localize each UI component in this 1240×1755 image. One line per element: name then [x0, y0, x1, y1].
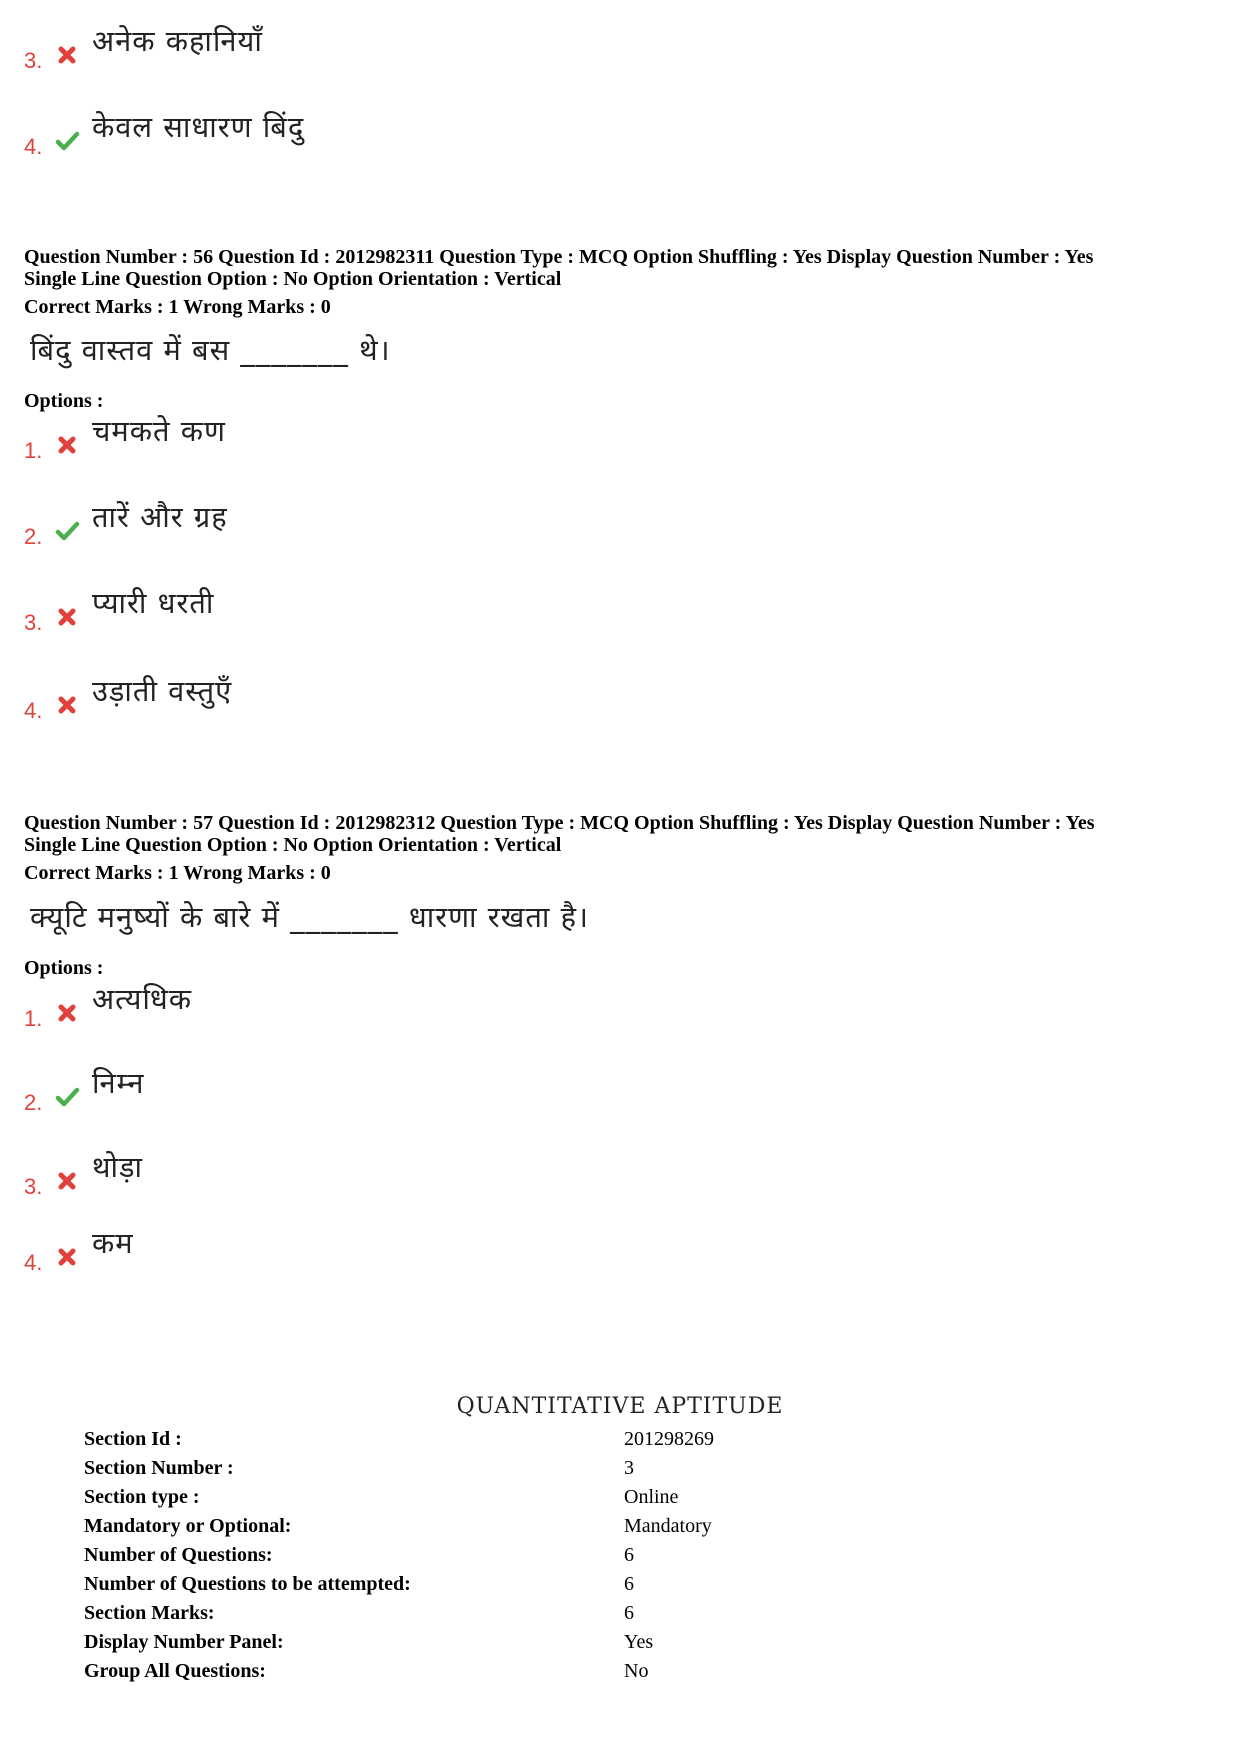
option-text: प्यारी धरती: [92, 586, 215, 620]
section-info-row: [84, 1457, 984, 1486]
section-info-label: Section Marks:: [84, 1602, 215, 1624]
section-info-value: Yes: [624, 1631, 654, 1653]
option-text: अनेक कहानियाँ: [92, 24, 263, 58]
check-icon: [54, 1084, 80, 1110]
option-number: 4.: [24, 698, 43, 723]
option-number: 3.: [24, 48, 43, 73]
question-meta-line: Question Number : 57 Question Id : 2012982312 Question Type : MCQ Option Shuffling : Yes Display Question Number : Yes: [24, 812, 1095, 834]
option-number: 1.: [24, 438, 43, 463]
option-text: कम: [92, 1226, 134, 1260]
section-info-value: Online: [624, 1486, 679, 1508]
option-row: [24, 674, 233, 724]
section-info-label: Section Id :: [84, 1428, 182, 1450]
option-text: निम्न: [92, 1066, 145, 1100]
section-info-value: Mandatory: [624, 1515, 712, 1537]
section-info-row: [84, 1573, 984, 1602]
section-info-label: Number of Questions:: [84, 1544, 273, 1566]
section-info-value: 6: [624, 1573, 634, 1595]
option-text: उड़ाती वस्तुएँ: [92, 674, 233, 708]
option-row: [24, 24, 263, 74]
marks-line: Correct Marks : 1 Wrong Marks : 0: [24, 862, 331, 884]
question-meta-line: Question Number : 56 Question Id : 2012982311 Question Type : MCQ Option Shuffling : Yes Display Question Number : Yes: [24, 246, 1094, 268]
option-number: 3.: [24, 1174, 43, 1199]
option-text: तारें और ग्रह: [92, 500, 228, 534]
cross-icon: [54, 1000, 80, 1026]
cross-icon: [54, 432, 80, 458]
check-icon: [54, 518, 80, 544]
section-info-row: [84, 1515, 984, 1544]
option-text: थोड़ा: [92, 1150, 144, 1184]
question-text: क्यूटि मनुष्यों के बारे में _______ धारणा रखता है।: [30, 900, 590, 934]
option-row: [24, 110, 305, 160]
cross-icon: [54, 42, 80, 68]
option-number: 2.: [24, 1090, 43, 1115]
section-info-label: Section Number :: [84, 1457, 234, 1479]
cross-icon: [54, 1244, 80, 1270]
option-text: चमकते कण: [92, 414, 227, 448]
section-title: QUANTITATIVE APTITUDE: [456, 1394, 784, 1419]
section-info-row: [84, 1631, 984, 1660]
section-info-row: [84, 1486, 984, 1515]
section-info-label: Mandatory or Optional:: [84, 1515, 292, 1537]
cross-icon: [54, 692, 80, 718]
section-info-row: [84, 1428, 984, 1457]
option-text: अत्यधिक: [92, 982, 193, 1016]
section-info-value: 6: [624, 1602, 634, 1624]
option-row: [24, 982, 193, 1032]
options-label: Options :: [24, 390, 104, 412]
option-number: 3.: [24, 610, 43, 635]
option-number: 2.: [24, 524, 43, 549]
option-number: 1.: [24, 1006, 43, 1031]
check-icon: [54, 128, 80, 154]
section-info-row: [84, 1602, 984, 1631]
section-info-table: [84, 1428, 984, 1689]
option-row: [24, 414, 227, 464]
option-number: 4.: [24, 134, 43, 159]
cross-icon: [54, 604, 80, 630]
section-info-row: [84, 1544, 984, 1573]
options-label: Options :: [24, 957, 104, 979]
option-row: [24, 586, 215, 636]
question-text: बिंदु वास्तव में बस _______ थे।: [30, 333, 391, 367]
option-row: [24, 1066, 145, 1116]
marks-line: Correct Marks : 1 Wrong Marks : 0: [24, 296, 331, 318]
section-info-label: Display Number Panel:: [84, 1631, 284, 1653]
section-info-value: No: [624, 1660, 649, 1682]
option-row: [24, 1226, 134, 1276]
question-meta-line: Single Line Question Option : No Option Orientation : Vertical: [24, 268, 562, 290]
option-row: [24, 1150, 144, 1200]
section-info-value: 6: [624, 1544, 634, 1566]
option-text: केवल साधारण बिंदु: [92, 110, 305, 144]
section-info-label: Section type :: [84, 1486, 200, 1508]
question-meta-line: Single Line Question Option : No Option Orientation : Vertical: [24, 834, 562, 856]
option-number: 4.: [24, 1250, 43, 1275]
cross-icon: [54, 1168, 80, 1194]
section-info-row: [84, 1660, 984, 1689]
section-info-label: Group All Questions:: [84, 1660, 266, 1682]
section-info-label: Number of Questions to be attempted:: [84, 1573, 411, 1595]
section-info-value: 201298269: [624, 1428, 714, 1450]
section-info-value: 3: [624, 1457, 634, 1479]
option-row: [24, 500, 228, 550]
